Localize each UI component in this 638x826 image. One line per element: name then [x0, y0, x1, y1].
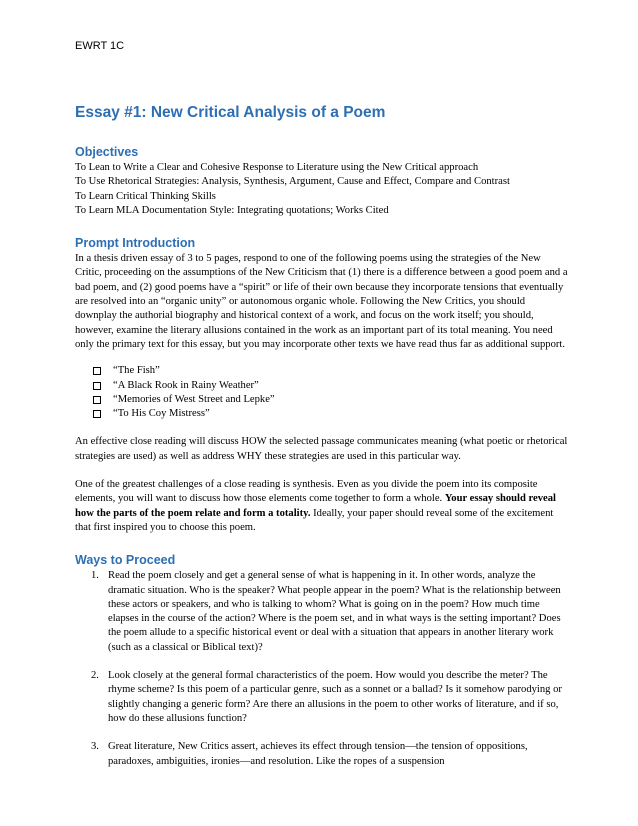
checkbox-icon: [93, 396, 101, 404]
synthesis-text: Ideally, your paper should reveal some of the excitement that first inspired you to choose this poem.: [75, 507, 554, 533]
list-item: [91, 669, 569, 726]
objectives-heading: Objectives: [75, 145, 139, 159]
step-number: 2.: [91, 670, 99, 682]
objective-line: To Use Rhetorical Strategies: Analysis, Synthesis, Argument, Cause and Effect, Compare and Contrast: [75, 176, 510, 188]
poem-title: “To His Coy Mistress”: [113, 408, 210, 420]
poem-title: “Memories of West Street and Lepke”: [113, 393, 275, 405]
synthesis-text: One of the greatest challenges of a close reading is synthesis. Even as you divide the poem into its composite elements, you will want to discuss how those elements come together to form a whole.: [75, 479, 538, 505]
step-number: 1.: [91, 570, 99, 582]
objectives-section: [75, 143, 569, 218]
poem-option: [93, 364, 569, 378]
poem-option: [93, 393, 569, 407]
objective-line: To Lean to Write a Clear and Cohesive Response to Literature using the New Critical approach: [75, 162, 479, 173]
close-reading-paragraph: An effective close reading will discuss HOW the selected passage communicates meaning (what poetic or rhetorical strategies are used) as well as address WHY these strategies are used in this particular way.: [75, 436, 568, 462]
step-text: Read the poem closely and get a general sense of what is happening in it. In other words, analyze the dramatic situation. Who is the speaker? What people appear in the poem? What is the relationship between these actors or speakers, and who is talking to whom? What is going on in the poem? How much time elapses in the course of the action? Where is the poem set, and in what ways is the setting important? Does the poem allude to a specific historical event or deal with a situation that appears in another literary work (such as a classical or Biblical text)?: [108, 570, 561, 653]
synthesis-emphasis: Your essay should reveal how the parts of the poem relate and form a totality.: [75, 493, 556, 519]
document-body: [75, 143, 569, 783]
prompt-intro-paragraph: In a thesis driven essay of 3 to 5 pages, respond to one of the following poems using the strategies of the New Critic, proceeding on the assumptions of the New Criticism that (1) there is a difference between a good poem and a bad poem, and (2) good poems have a “spirit” or life of their own because they incorporate tensions that eventually are resolved into an “organic unity” or autonomous organic whole. Following the New Critics, you should downplay the authorial biography and historical context of a work, and focus on the work itself; you should, however, examine the literary allusions contained in the work as an important part of its total meaning. You need only the primary text for this essay, but you may incorporate other texts we have read thus far as additional support.: [75, 253, 568, 350]
poem-title: “A Black Rook in Rainy Weather”: [113, 379, 259, 391]
step-text: Great literature, New Critics assert, achieves its effect through tension—the tension of oppositions, paradoxes, ambiguities, ironies—and resolution. Like the ropes of a suspension: [108, 741, 528, 767]
poem-option: [93, 379, 569, 393]
prompt-heading: Prompt Introduction: [75, 236, 196, 251]
page-header: EWRT 1C: [75, 40, 125, 52]
objective-line: To Learn MLA Documentation Style: Integrating quotations; Works Cited: [75, 204, 389, 216]
ways-heading: Ways to Proceed: [75, 553, 176, 568]
checkbox-icon: [93, 367, 101, 375]
poem-title: “The Fish”: [113, 365, 160, 377]
poem-checklist: [93, 364, 569, 421]
essay-title: Essay #1: New Critical Analysis of a Poem: [75, 104, 386, 121]
poem-option: [93, 407, 569, 421]
steps-list: [75, 569, 569, 769]
prompt-section: [75, 234, 569, 535]
checkbox-icon: [93, 382, 101, 390]
list-item: [91, 569, 569, 655]
step-text: Look closely at the general formal characteristics of the poem. How would you describe the meter? The rhyme scheme? Is this poem of a particular genre, such as a sonnet or a ballad? Is it somehow parodying or slightly changing a generic form? Are there an allusions in the poem to other works of literature, and if so, how do these allusions function?: [108, 670, 562, 724]
ways-section: [75, 551, 569, 769]
step-number: 3.: [91, 741, 99, 753]
checkbox-icon: [93, 410, 101, 418]
list-item: [91, 740, 569, 769]
synthesis-paragraph: [75, 478, 569, 535]
objective-line: To Learn Critical Thinking Skills: [75, 190, 216, 202]
